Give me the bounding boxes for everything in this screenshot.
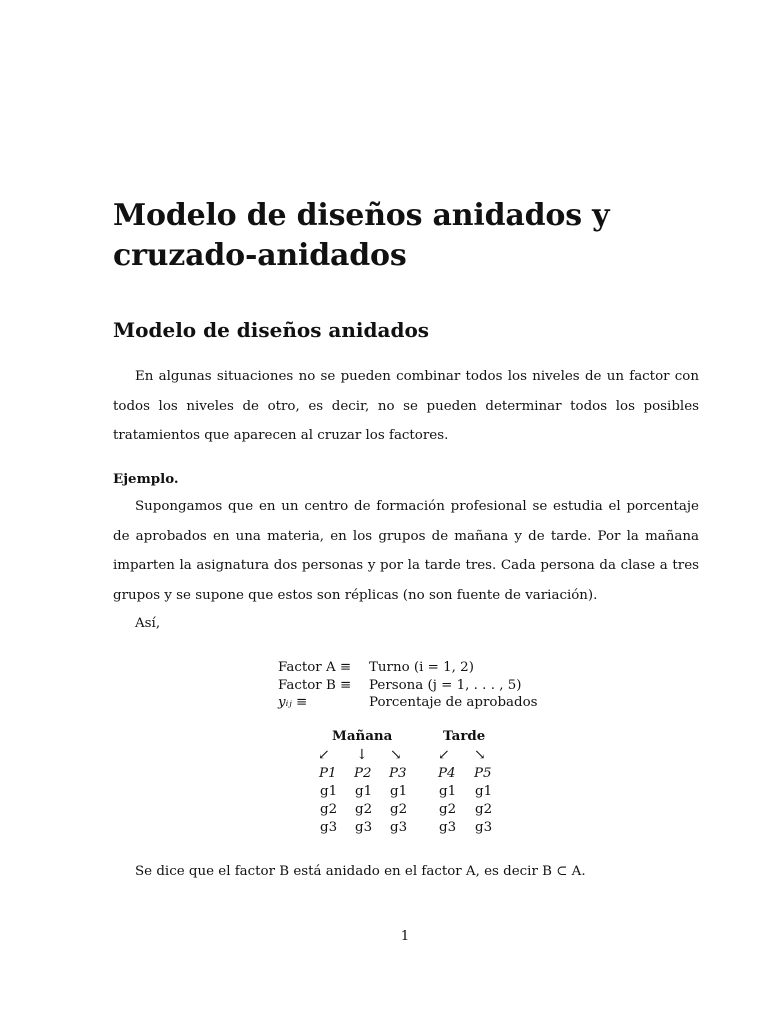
group-cell: g1 [390, 784, 408, 799]
definition-lhs: Factor A ≡ [278, 660, 352, 675]
definition-row [278, 677, 538, 695]
paragraph-intro-text: En algunas situaciones no se pueden combinar todos los niveles de un factor con todos los niveles de otro, es decir, no se pueden determinar todos los posibles tratamientos que aparecen al cruzar los factores. [113, 369, 699, 443]
arrow-down-left-icon: ↙ [438, 747, 450, 763]
group-cell: g3 [355, 820, 373, 835]
group-cell: g1 [439, 784, 457, 799]
arrow-down-left-icon: ↙ [318, 747, 330, 763]
person-label: P3 [389, 766, 407, 781]
arrow-down-icon: ↓ [356, 747, 368, 763]
group-cell: g2 [439, 802, 457, 817]
nesting-scheme [0, 728, 768, 838]
group-label-tarde: Tarde [443, 728, 486, 744]
example-heading: Ejemplo. [113, 471, 179, 487]
page-title: Modelo de diseños anidados y cruzado-anidados [113, 198, 610, 273]
definition-row [278, 659, 538, 677]
definition-lhs: yᵢⱼ ≡ [278, 695, 308, 710]
arrow-down-right-icon: ↘ [474, 747, 486, 763]
group-cell: g2 [355, 802, 373, 817]
group-cell: g1 [475, 784, 493, 799]
section-title: Modelo de diseños anidados [113, 318, 430, 342]
group-cell: g3 [390, 820, 408, 835]
paragraph-intro [113, 362, 699, 451]
group-cell: g3 [439, 820, 457, 835]
group-cell: g3 [320, 820, 338, 835]
definition-row [278, 694, 538, 712]
person-label: P4 [438, 766, 456, 781]
group-label-manana: Mañana [332, 728, 393, 744]
page-number: 1 [400, 929, 410, 944]
paragraph-conclusion: Se dice que el factor B está anidado en el factor A, es decir B ⊂ A. [135, 864, 586, 879]
group-cell: g3 [475, 820, 493, 835]
group-cell: g2 [475, 802, 493, 817]
person-label: P1 [319, 766, 337, 781]
paragraph-example [113, 492, 699, 610]
asi-text: Así, [135, 616, 161, 631]
arrow-down-right-icon: ↘ [390, 747, 402, 763]
paragraph-example-text: Supongamos que en un centro de formación profesional se estudia el porcentaje de aprobados en una materia, en los grupos de mañana y de tarde. Por la mañana imparten la asignatura dos personas y por la tarde tres. Cada persona da clase a tres grupos y se supone que estos son réplicas (no son fuente de variación). [113, 499, 699, 603]
person-label: P5 [474, 766, 492, 781]
group-cell: g2 [390, 802, 408, 817]
group-cell: g1 [320, 784, 338, 799]
group-cell: g2 [320, 802, 338, 817]
person-label: P2 [354, 766, 372, 781]
definition-rhs: Porcentaje de aprobados [369, 695, 538, 710]
definition-rhs: Turno (i = 1, 2) [369, 660, 474, 675]
definition-lhs: Factor B ≡ [278, 677, 352, 693]
group-cell: g1 [355, 784, 373, 799]
definition-rhs: Persona (j = 1, . . . , 5) [369, 677, 522, 693]
definitions-block [278, 659, 538, 712]
